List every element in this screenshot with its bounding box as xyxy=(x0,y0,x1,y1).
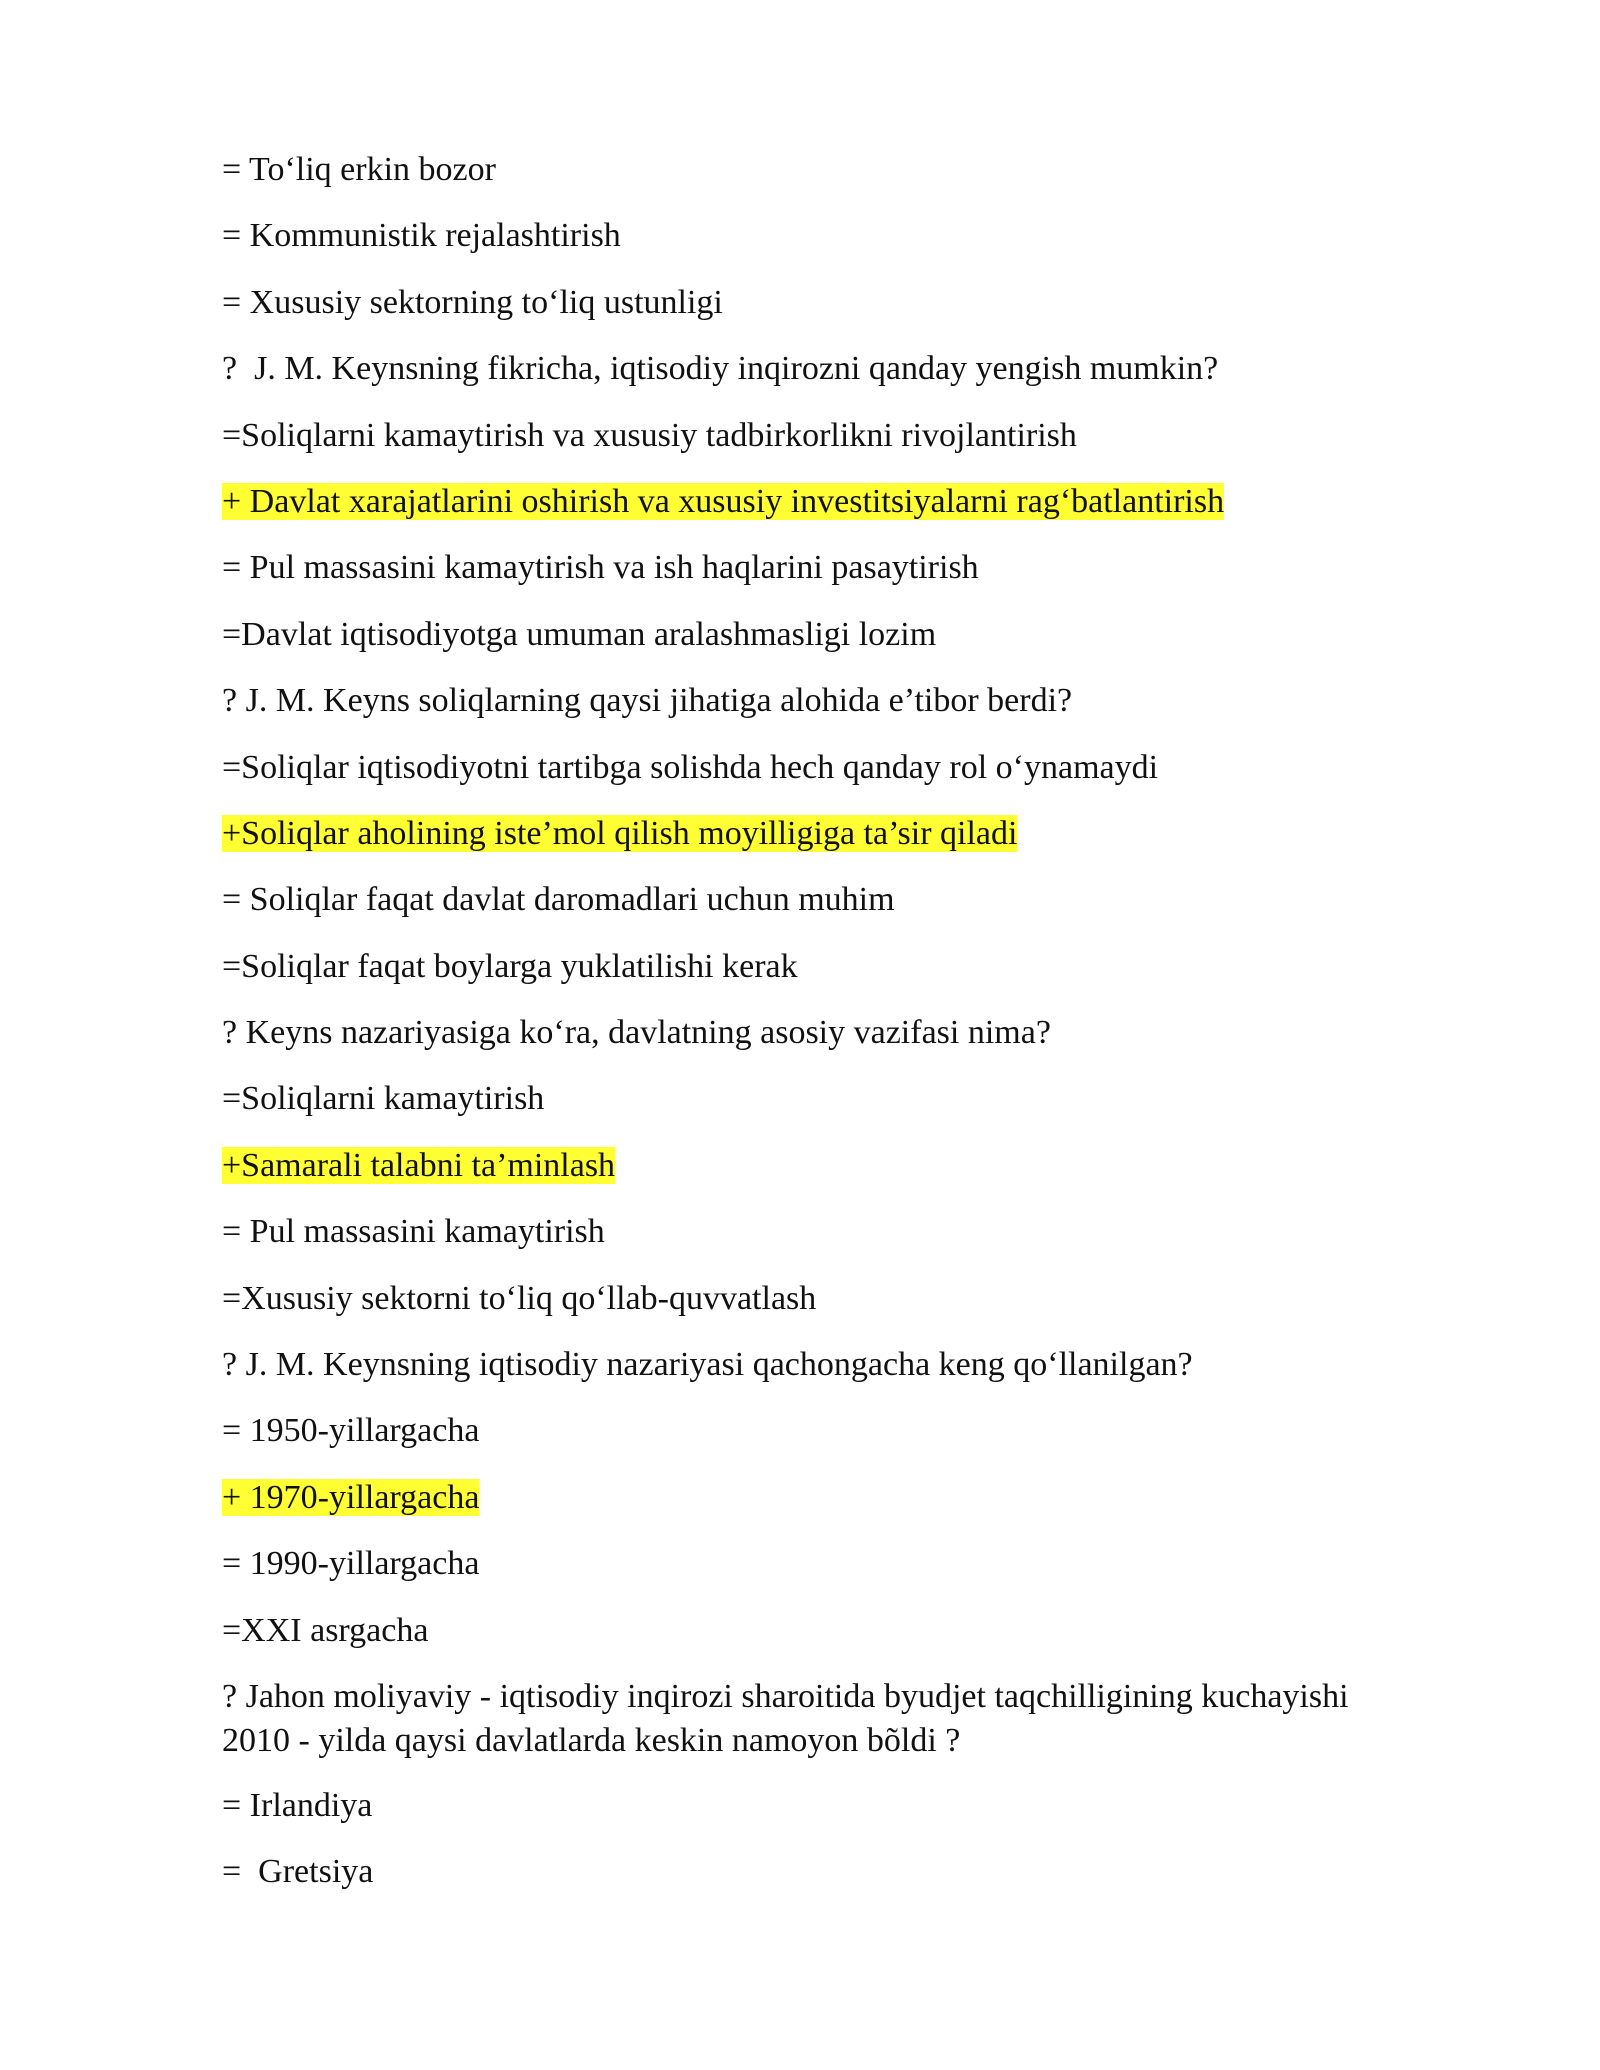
answer-option-line xyxy=(222,746,1462,812)
answer-option-text: = To‘liq erkin bozor xyxy=(222,151,496,188)
answer-option-text: = 1990-yillargacha xyxy=(222,1545,480,1583)
answer-option-line xyxy=(222,148,1462,214)
question-line xyxy=(222,1675,1462,1763)
question-text: ? J. M. Keynsning iqtisodiy nazariyasi qachongacha keng qo‘llanilgan? xyxy=(222,1346,1193,1384)
question-text: ? Keyns nazariyasiga ko‘ra, davlatning asosiy vazifasi nima? xyxy=(222,1014,1051,1052)
answer-option-line xyxy=(222,1784,1462,1850)
answer-option-text: =Davlat iqtisodiyotga umuman aralashmasligi lozim xyxy=(222,615,937,653)
answer-option-text: = Pul massasini kamaytirish xyxy=(222,1213,605,1251)
correct-answer-line xyxy=(222,1144,1462,1210)
answer-option-text: =XXI asrgacha xyxy=(222,1611,429,1649)
answer-option-text: = Kommunistik rejalashtirish xyxy=(222,217,621,255)
answer-option-line xyxy=(222,1277,1462,1343)
answer-option-line xyxy=(222,546,1462,612)
question-line xyxy=(222,347,1462,413)
question-line xyxy=(222,1011,1462,1077)
answer-option-line xyxy=(222,281,1462,347)
question-text: ? Jahon moliyaviy - iqtisodiy inqirozi sharoitida byudjet taqchilligining kuchayishi 2010 - yilda qaysi davlatlarda keskin namoyon bõldi ? xyxy=(222,1677,1349,1759)
correct-answer-line xyxy=(222,480,1462,546)
answer-option-line xyxy=(222,1077,1462,1143)
answer-option-text: =Soliqlarni kamaytirish xyxy=(222,1080,545,1118)
answer-option-line xyxy=(222,1210,1462,1276)
answer-option-text: = Pul massasini kamaytirish va ish haqlarini pasaytirish xyxy=(222,549,979,587)
correct-answer-line xyxy=(222,812,1462,878)
correct-answer-text: + 1970-yillargacha xyxy=(222,1478,480,1516)
question-line xyxy=(222,1343,1462,1409)
question-line xyxy=(222,679,1462,745)
answer-option-text: =Soliqlar iqtisodiyotni tartibga solishda hech qanday rol o‘ynamaydi xyxy=(222,748,1159,786)
answer-option-text: = Gretsiya xyxy=(222,1853,374,1891)
answer-option-line xyxy=(222,945,1462,1011)
correct-answer-line xyxy=(222,1476,1462,1542)
answer-option-text: = Irlandiya xyxy=(222,1786,373,1824)
answer-option-text: =Soliqlar faqat boylarga yuklatilishi kerak xyxy=(222,947,798,985)
answer-option-line xyxy=(222,1409,1462,1475)
correct-answer-text: + Davlat xarajatlarini oshirish va xususiy investitsiyalarni rag‘batlantirish xyxy=(222,482,1225,520)
answer-option-text: =Soliqlarni kamaytirish va xususiy tadbirkorlikni rivojlantirish xyxy=(222,416,1077,454)
answer-option-line xyxy=(222,1609,1462,1675)
answer-option-line xyxy=(222,1542,1462,1608)
answer-option-text: = 1950-yillargacha xyxy=(222,1412,480,1450)
answer-option-line xyxy=(222,878,1462,944)
question-text: ? J. M. Keyns soliqlarning qaysi jihatiga alohida e’tibor berdi? xyxy=(222,682,1073,720)
correct-answer-text: +Soliqlar aholining iste’mol qilish moyilligiga ta’sir qiladi xyxy=(222,814,1018,852)
answer-option-text: = Soliqlar faqat davlat daromadlari uchun muhim xyxy=(222,881,895,919)
answer-option-line xyxy=(222,1850,1462,1916)
answer-option-text: =Xususiy sektorni to‘liq qo‘llab-quvvatlash xyxy=(222,1279,817,1317)
answer-option-line xyxy=(222,613,1462,679)
answer-option-text: = Xususiy sektorning to‘liq ustunligi xyxy=(222,283,723,321)
document-body xyxy=(222,148,1462,1917)
question-text: ? J. M. Keynsning fikricha, iqtisodiy inqirozni qanday yengish mumkin? xyxy=(222,350,1219,388)
answer-option-line xyxy=(222,414,1462,480)
correct-answer-text: +Samarali talabni ta’minlash xyxy=(222,1146,616,1184)
answer-option-line xyxy=(222,214,1462,280)
